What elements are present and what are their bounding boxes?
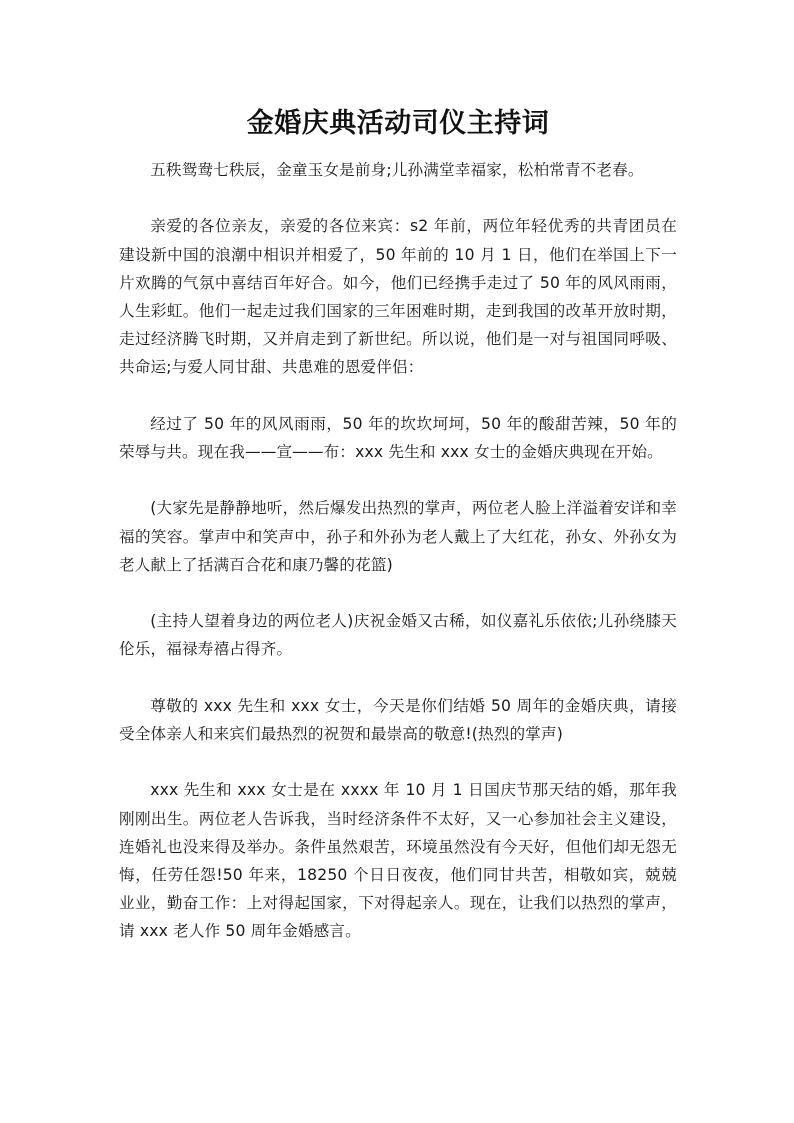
paragraph-opening-couplet: 五秩鸳鸯七秩辰，金童玉女是前身;儿孙满堂幸福家，松柏常青不老春。 [150, 161, 644, 179]
paragraph-greeting: 亲爱的各位亲友，亲爱的各位来宾：s2 年前，两位年轻优秀的共青团员在建设新中国的浪潮中相识并相爱了，50 年前的 10 月 1 日，他们在举国上下一片欢腾的气氛中喜结百年好合。如今，他们已经携手走过了 50 年的风风雨雨，人生彩虹。他们一起走过我们国家的三年困难时期，走到我国的改革开放时期，走过经济腾飞时期，又并肩走到了新世纪。所以说，他们是一对与祖国同呼吸、共命运;与爱人同甘甜、共患难的恩爱伴侣： [119, 217, 677, 377]
document-page [119, 104, 677, 974]
paragraph-announcement: 经过了 50 年的风风雨雨，50 年的坎坎坷坷，50 年的酸甜苦辣，50 年的荣辱与共。现在我——宣——布：xxx 先生和 xxx 女士的金婚庆典现在开始。 [119, 414, 677, 461]
paragraph-host-verse: (主持人望着身边的两位老人)庆祝金婚又古稀，如仪嘉礼乐依依;儿孙绕膝天伦乐，福禄寿禧占得齐。 [119, 612, 677, 659]
document-title: 金婚庆典活动司仪主持词 [246, 108, 550, 139]
paragraph-story: xxx 先生和 xxx 女士是在 xxxx 年 10 月 1 日国庆节那天结的婚，那年我刚刚出生。两位老人告诉我，当时经济条件不太好，又一心参加社会主义建设，连婚礼也没来得及举办。条件虽然艰苦，环境虽然没有今天好，但他们却无怨无悔，任劳任怨!50 年来，18250 个日日夜夜，他们同甘共苦，相敬如宾，兢兢业业，勤奋工作：上对得起国家，下对得起亲人。现在，让我们以热烈的掌声，请 xxx 老人作 50 周年金婚感言。 [119, 781, 677, 941]
paragraph-congratulations: 尊敬的 xxx 先生和 xxx 女士，今天是你们结婚 50 周年的金婚庆典，请接受全体亲人和来宾们最热烈的祝贺和最崇高的敬意!(热烈的掌声) [119, 696, 677, 743]
paragraph-stage-direction: (大家先是静静地听，然后爆发出热烈的掌声，两位老人脸上洋溢着安详和幸福的笑容。掌声中和笑声中，孙子和外孙为老人戴上了大红花，孙女、外孙女为老人献上了括满百合花和康乃馨的花篮) [119, 499, 677, 574]
